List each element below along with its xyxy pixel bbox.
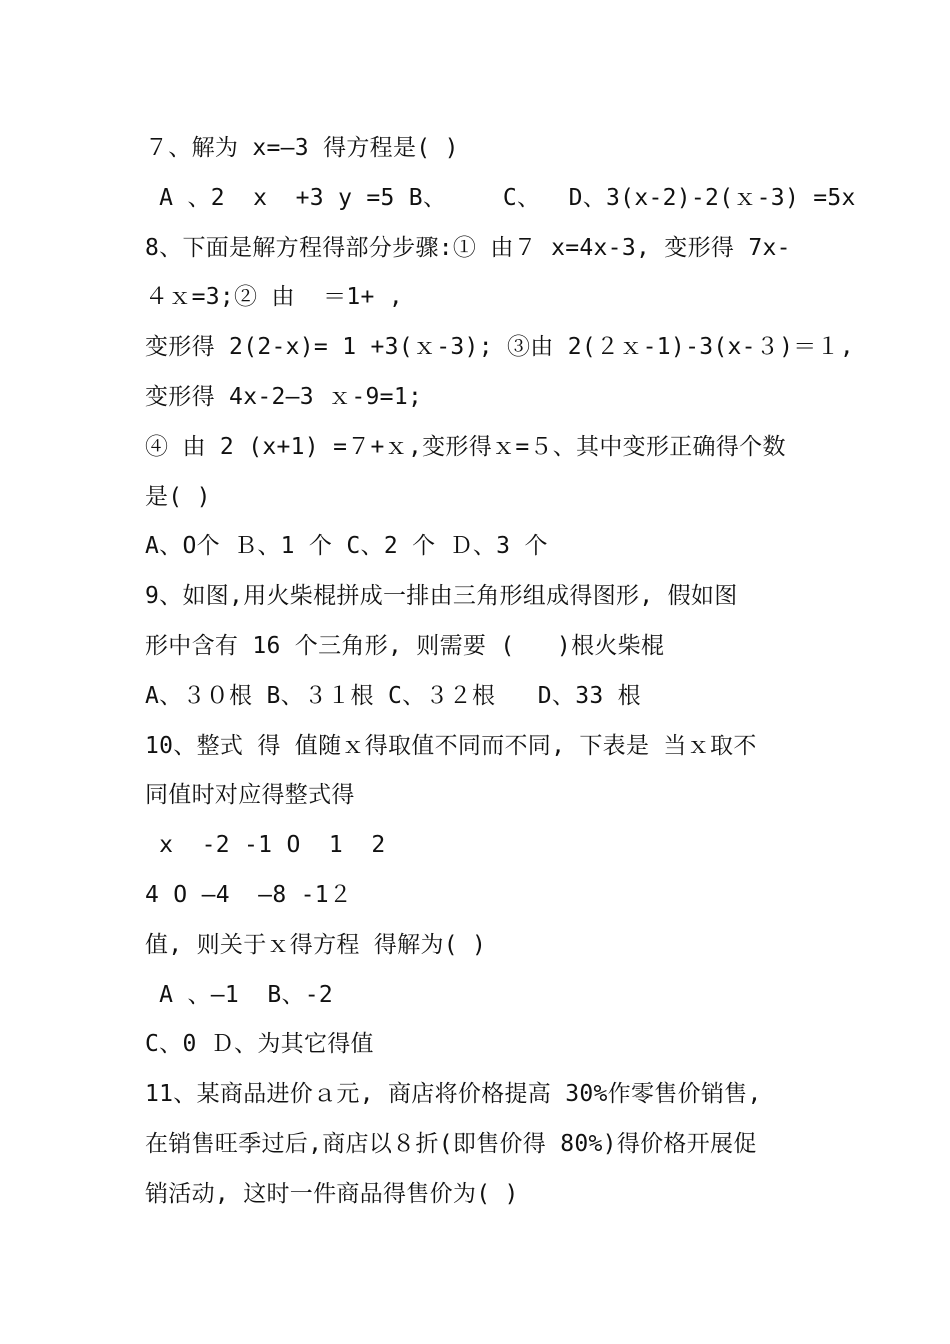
question-7-options: A 、2 x +3 y =5 B、 C、 D、3(x-2)-2(ｘ-3) =5x xyxy=(145,184,856,211)
question-8-stem-line-3: 变形得 2(2-x)= 1 +3(ｘ-3); ③由 2(２ｘ-1)-3(x-３)＝１, xyxy=(145,334,855,361)
question-11-stem-line-2: 在销售旺季过后,商店以８折(即售价得 80%)得价格开展促 xyxy=(145,1130,757,1157)
question-10-stem-line-3: 值, 则关于ｘ得方程 得解为( ) xyxy=(145,931,487,958)
question-8-stem-line-1: 8、下面是解方程得部分步骤:① 由７ x=4x-3, 变形得 7x- xyxy=(145,234,791,261)
question-9-stem-line-1: 9、如图,用火柴棍拼成一排由三角形组成得图形, 假如图 xyxy=(145,583,738,610)
question-10-stem-line-1: 10、整式 得 值随ｘ得取值不同而不同, 下表是 当ｘ取不 xyxy=(145,732,757,759)
document-body xyxy=(145,124,856,1220)
question-11-stem-line-1: 11、某商品进价ａ元, 商店将价格提高 30%作零售价销售, xyxy=(145,1081,762,1108)
question-8-stem-line-2: ４ｘ=3;② 由 ＝1+ , xyxy=(145,284,403,311)
question-9-stem-line-2: 形中含有 16 个三角形, 则需要 ( )根火柴棍 xyxy=(145,632,665,659)
question-8-stem-line-6: 是( ) xyxy=(145,483,211,510)
question-8-stem-line-5: ④ 由 2 (x+1) =７+ｘ,变形得ｘ=５、其中变形正确得个数 xyxy=(145,433,786,460)
question-10-table-row-x: x -2 -1 O 1 2 xyxy=(145,832,386,859)
question-9-options: A、３０根 B、３１根 C、３２根 D、33 根 xyxy=(145,682,641,709)
question-10-options-line-1: A 、—1 B、-2 xyxy=(145,981,334,1008)
question-8-options: A、O个 Ｂ、1 个 C、2 个 Ｄ、3 个 xyxy=(145,533,548,560)
question-10-table-row-values: 4 O —4 —8 -1２ xyxy=(145,881,353,908)
question-11-stem-line-3: 销活动, 这时一件商品得售价为( ) xyxy=(145,1180,519,1207)
question-10-options-line-2: C、0 Ｄ、为其它得值 xyxy=(145,1031,374,1058)
question-10-stem-line-2: 同值时对应得整式得 xyxy=(145,782,355,809)
question-8-stem-line-4: 变形得 4x-2—3 ｘ-9=1; xyxy=(145,383,423,410)
question-7-stem: ７、解为 x=—3 得方程是( ) xyxy=(145,135,459,161)
